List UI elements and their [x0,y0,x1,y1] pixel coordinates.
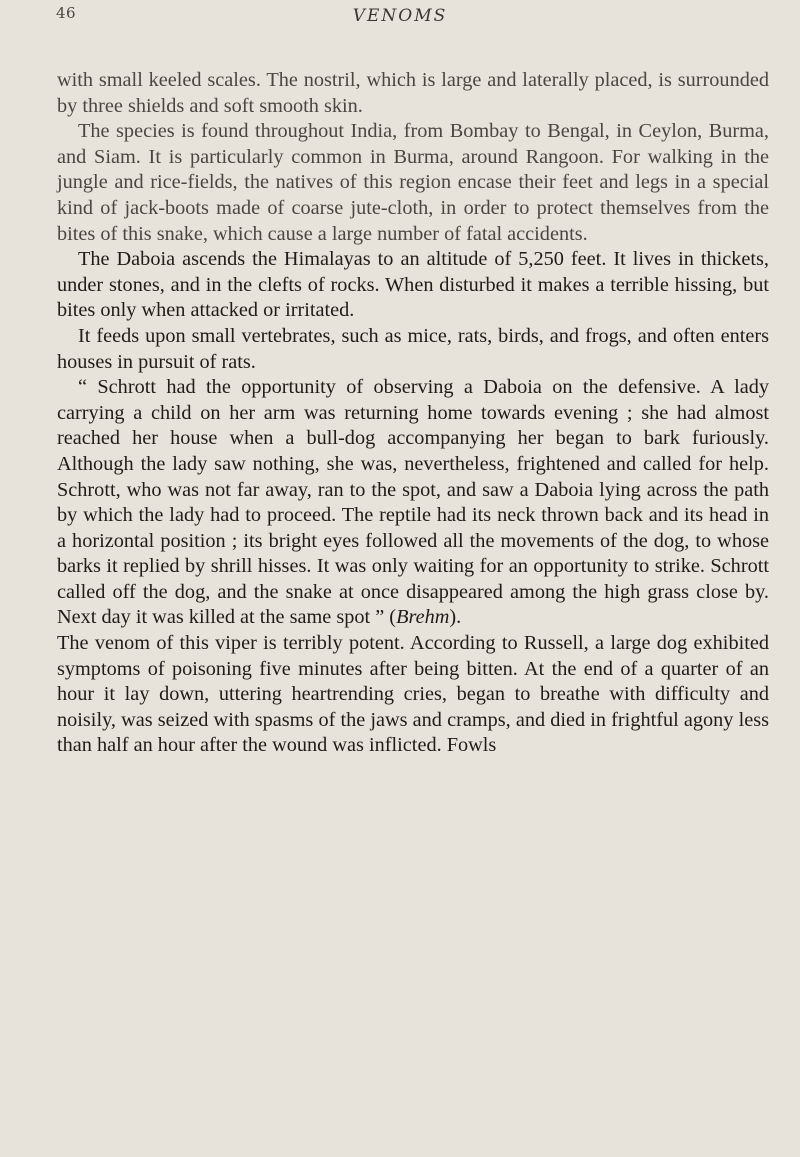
body-text [57,68,769,759]
running-title: VENOMS [352,6,448,26]
paragraph-continuation: with small keeled scales. The nostril, which is large and laterally placed, is surrounded by three shields and soft smooth skin. [57,69,769,117]
paragraph-anecdote [57,375,769,631]
paragraph-venom: The venom of this viper is terribly potent. According to Russell, a large dog exhibited symptoms of poisoning five minutes after being bitten. At the end of a quarter of an hour it lay down, uttering heartrending cries, began to breathe with difficulty and noisily, was seized with spasms of the jaws and cramps, and died in frightful agony less than half an hour after the wound was inflicted. Fowls [57,632,769,757]
paragraph-habitat: The Daboia ascends the Himalayas to an altitude of 5,250 feet. It lives in thickets, under stones, and in the clefts of rocks. When disturbed it makes a terrible hissing, but bites only when attacked or irritated. [57,248,769,322]
anecdote-text: “ Schrott had the opportunity of observing a Daboia on the defensive. A lady carrying a child on her arm was returning home towards evening ; she had almost reached her house when a bull-dog accompanying her began to bark furiously. Although the lady saw nothing, she was, nevertheless, frightened and called for help. Schrott, who was not far away, ran to the spot, and saw a Daboia lying across the path by which the lady had to proceed. The reptile had its neck thrown back and its head in a horizontal position ; its bright eyes followed all the movements of the dog, to whose barks it replied by shrill hisses. It was only waiting for an opportunity to strike. Schrott called off the dog, and the snake at once disappeared among the high grass close by. Next day it was killed at the same spot ” ( [57,376,769,629]
page-number: 46 [56,4,77,22]
citation: Brehm [396,606,450,629]
paragraph-diet: It feeds upon small vertebrates, such as mice, rats, birds, and frogs, and often enters houses in pursuit of rats. [57,324,769,373]
anecdote-tail: ). [449,606,462,629]
paragraph-distribution: The species is found throughout India, from Bombay to Bengal, in Ceylon, Burma, and Siam. It is particularly common in Burma, around Rangoon. For walking in the jungle and rice-fields, the natives of this region encase their feet and legs in a special kind of jack-boots made of coarse jute-cloth, in order to protect themselves from the bites of this snake, which cause a large number of fatal accidents. [57,120,769,245]
